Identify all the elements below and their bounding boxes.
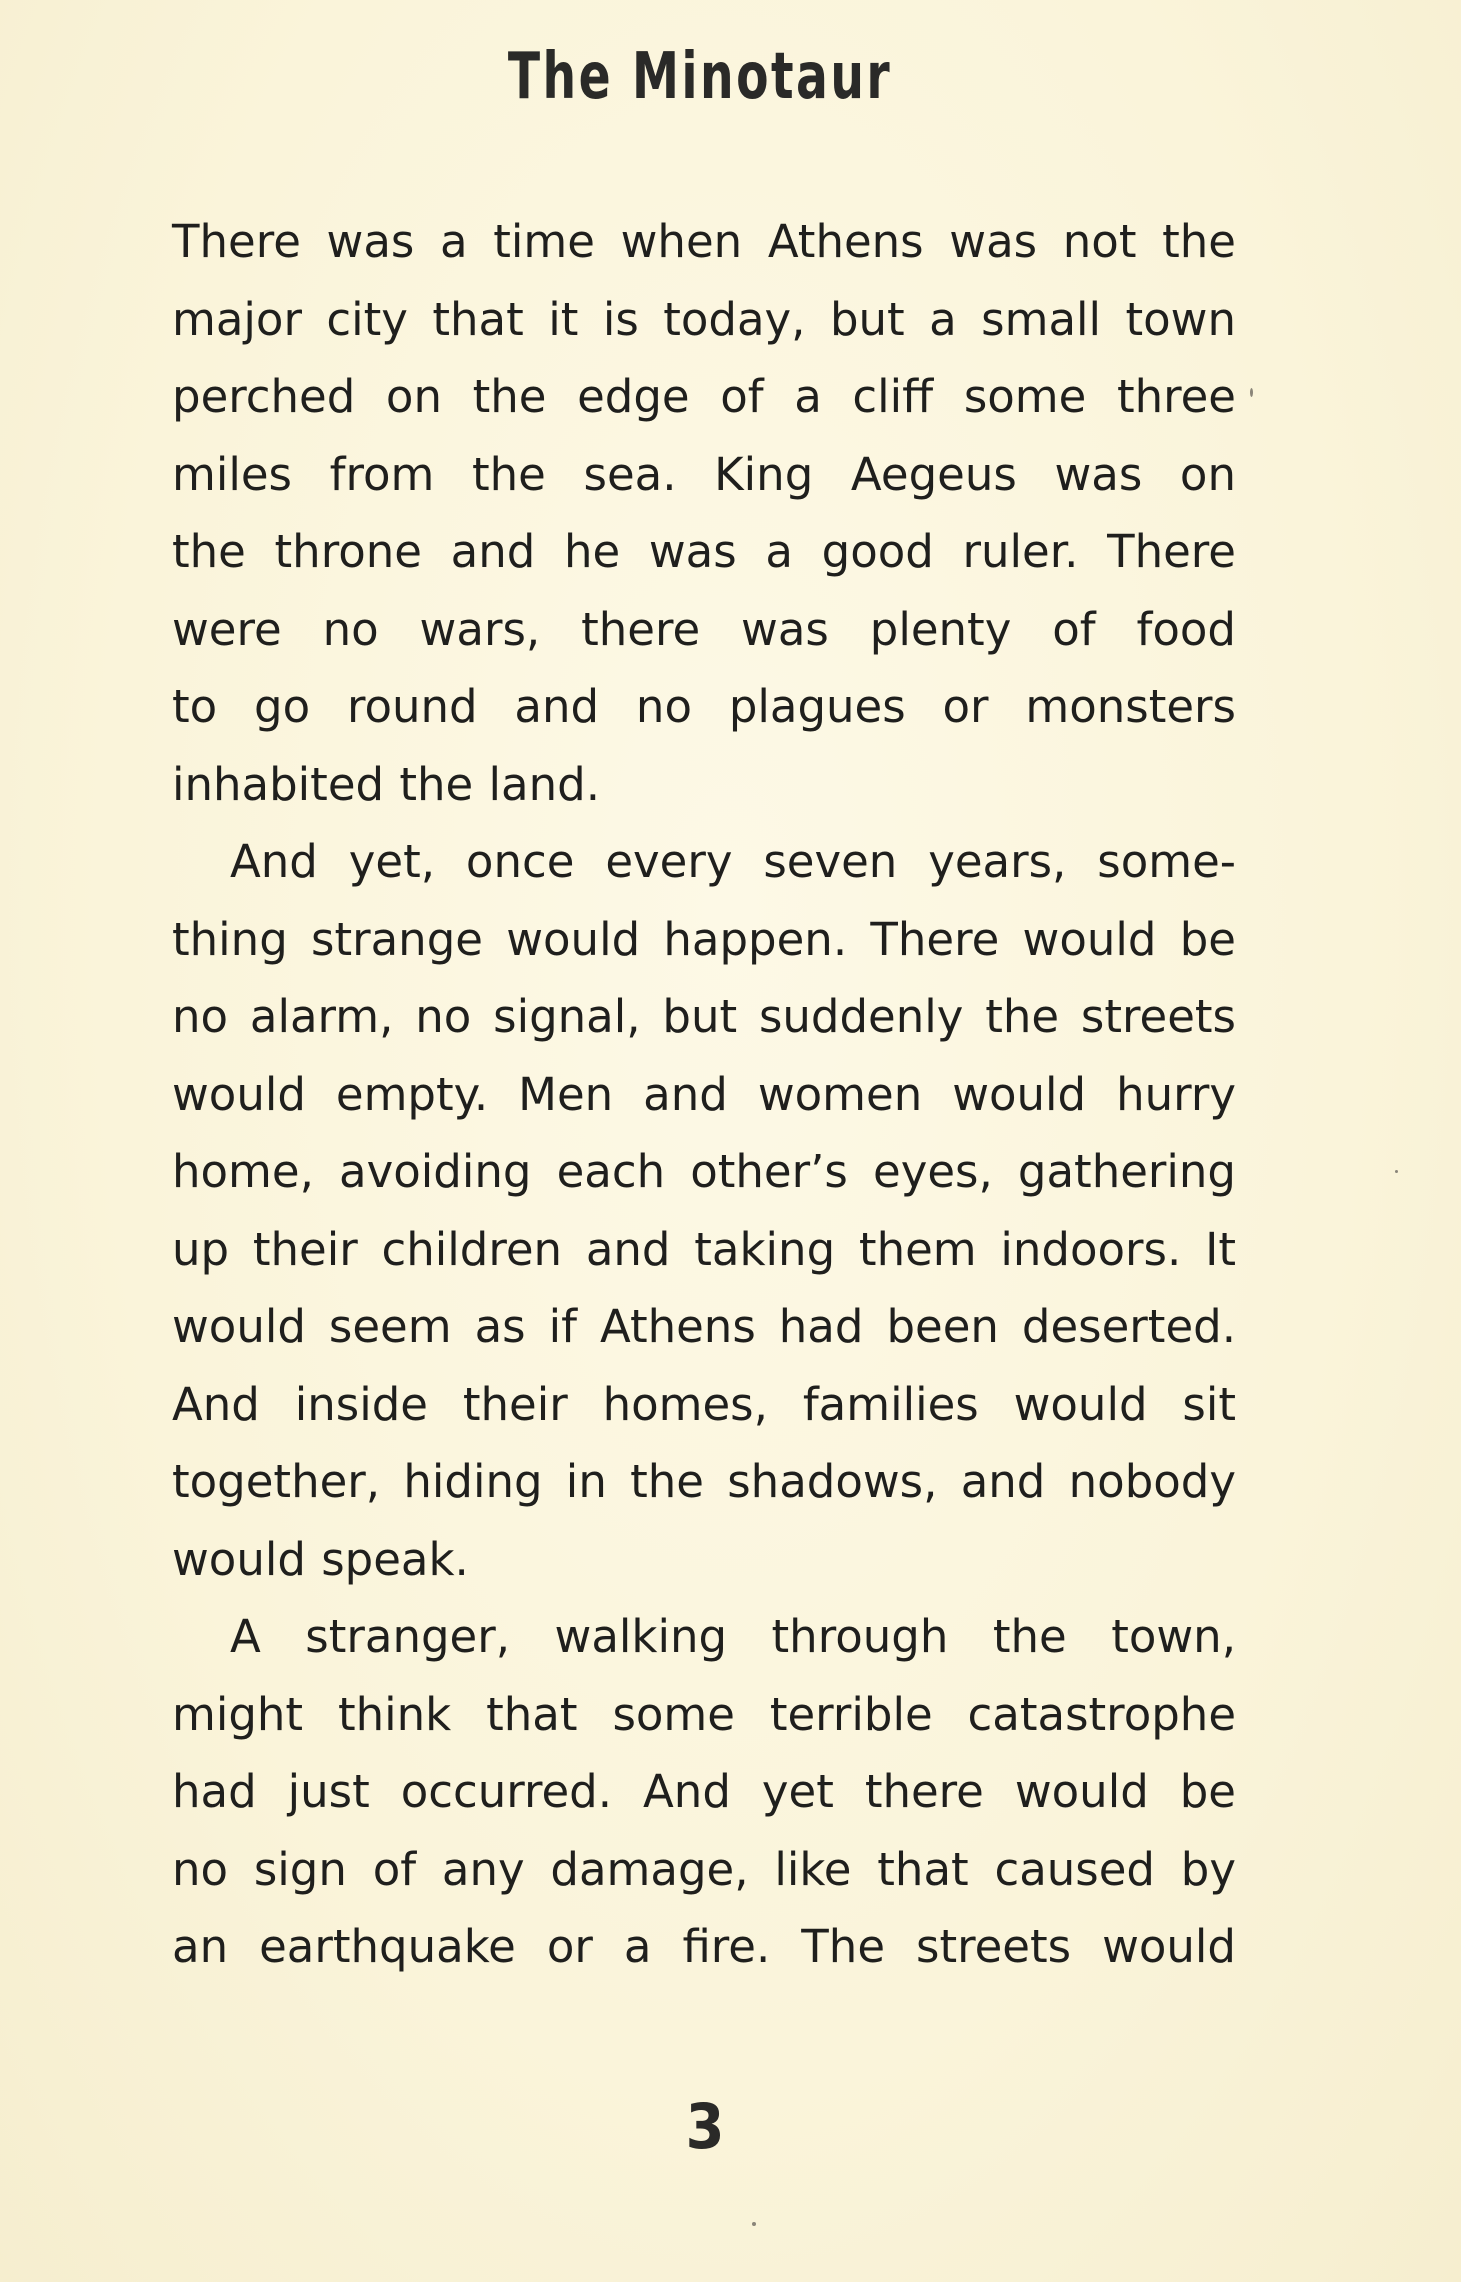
paper-speck <box>1395 1170 1398 1173</box>
text-line: together, hiding in the shadows, and nobody <box>172 1455 1236 1508</box>
chapter-title: The Minotaur <box>507 40 893 114</box>
paper-speck <box>752 2222 756 2226</box>
text-line: had just occurred. And yet there would be <box>172 1765 1236 1818</box>
text-line: the throne and he was a good ruler. There <box>172 525 1236 578</box>
text-line: up their children and taking them indoors. It <box>172 1222 1236 1276</box>
text-line: miles from the sea. King Aegeus was on <box>172 447 1236 501</box>
text-line: There was a time when Athens was not the <box>172 215 1236 268</box>
text-line: would seem as if Athens had been deserted. <box>172 1300 1236 1353</box>
paragraph-2 <box>172 823 1236 1598</box>
text-line: would speak. <box>172 1532 469 1586</box>
paragraph-1 <box>172 203 1236 823</box>
text-line: major city that it is today, but a small town <box>172 292 1236 346</box>
paragraph-3 <box>172 1598 1236 1986</box>
text-line: inhabited the land. <box>172 757 601 811</box>
text-line: home, avoiding each other’s eyes, gathering <box>172 1145 1236 1198</box>
text-line: might think that some terrible catastrophe <box>172 1687 1236 1741</box>
body-text <box>172 203 1236 1986</box>
text-line: to go round and no plagues or monsters <box>172 680 1236 733</box>
text-line: no alarm, no signal, but suddenly the streets <box>172 990 1236 1043</box>
text-line: an earthquake or a fire. The streets would <box>172 1920 1236 1973</box>
page-number: 3 <box>685 2090 725 2163</box>
text-line: And yet, once every seven years, some- <box>230 835 1236 888</box>
text-line: And inside their homes, families would sit <box>172 1377 1236 1431</box>
text-line: perched on the edge of a cliff some three <box>172 370 1236 423</box>
text-line: would empty. Men and women would hurry <box>172 1067 1236 1121</box>
text-line: A stranger, walking through the town, <box>230 1610 1236 1663</box>
paper-speck <box>1250 388 1253 397</box>
text-line: no sign of any damage, like that caused by <box>172 1842 1236 1896</box>
text-line: were no wars, there was plenty of food <box>172 602 1236 656</box>
text-line: thing strange would happen. There would be <box>172 912 1236 966</box>
